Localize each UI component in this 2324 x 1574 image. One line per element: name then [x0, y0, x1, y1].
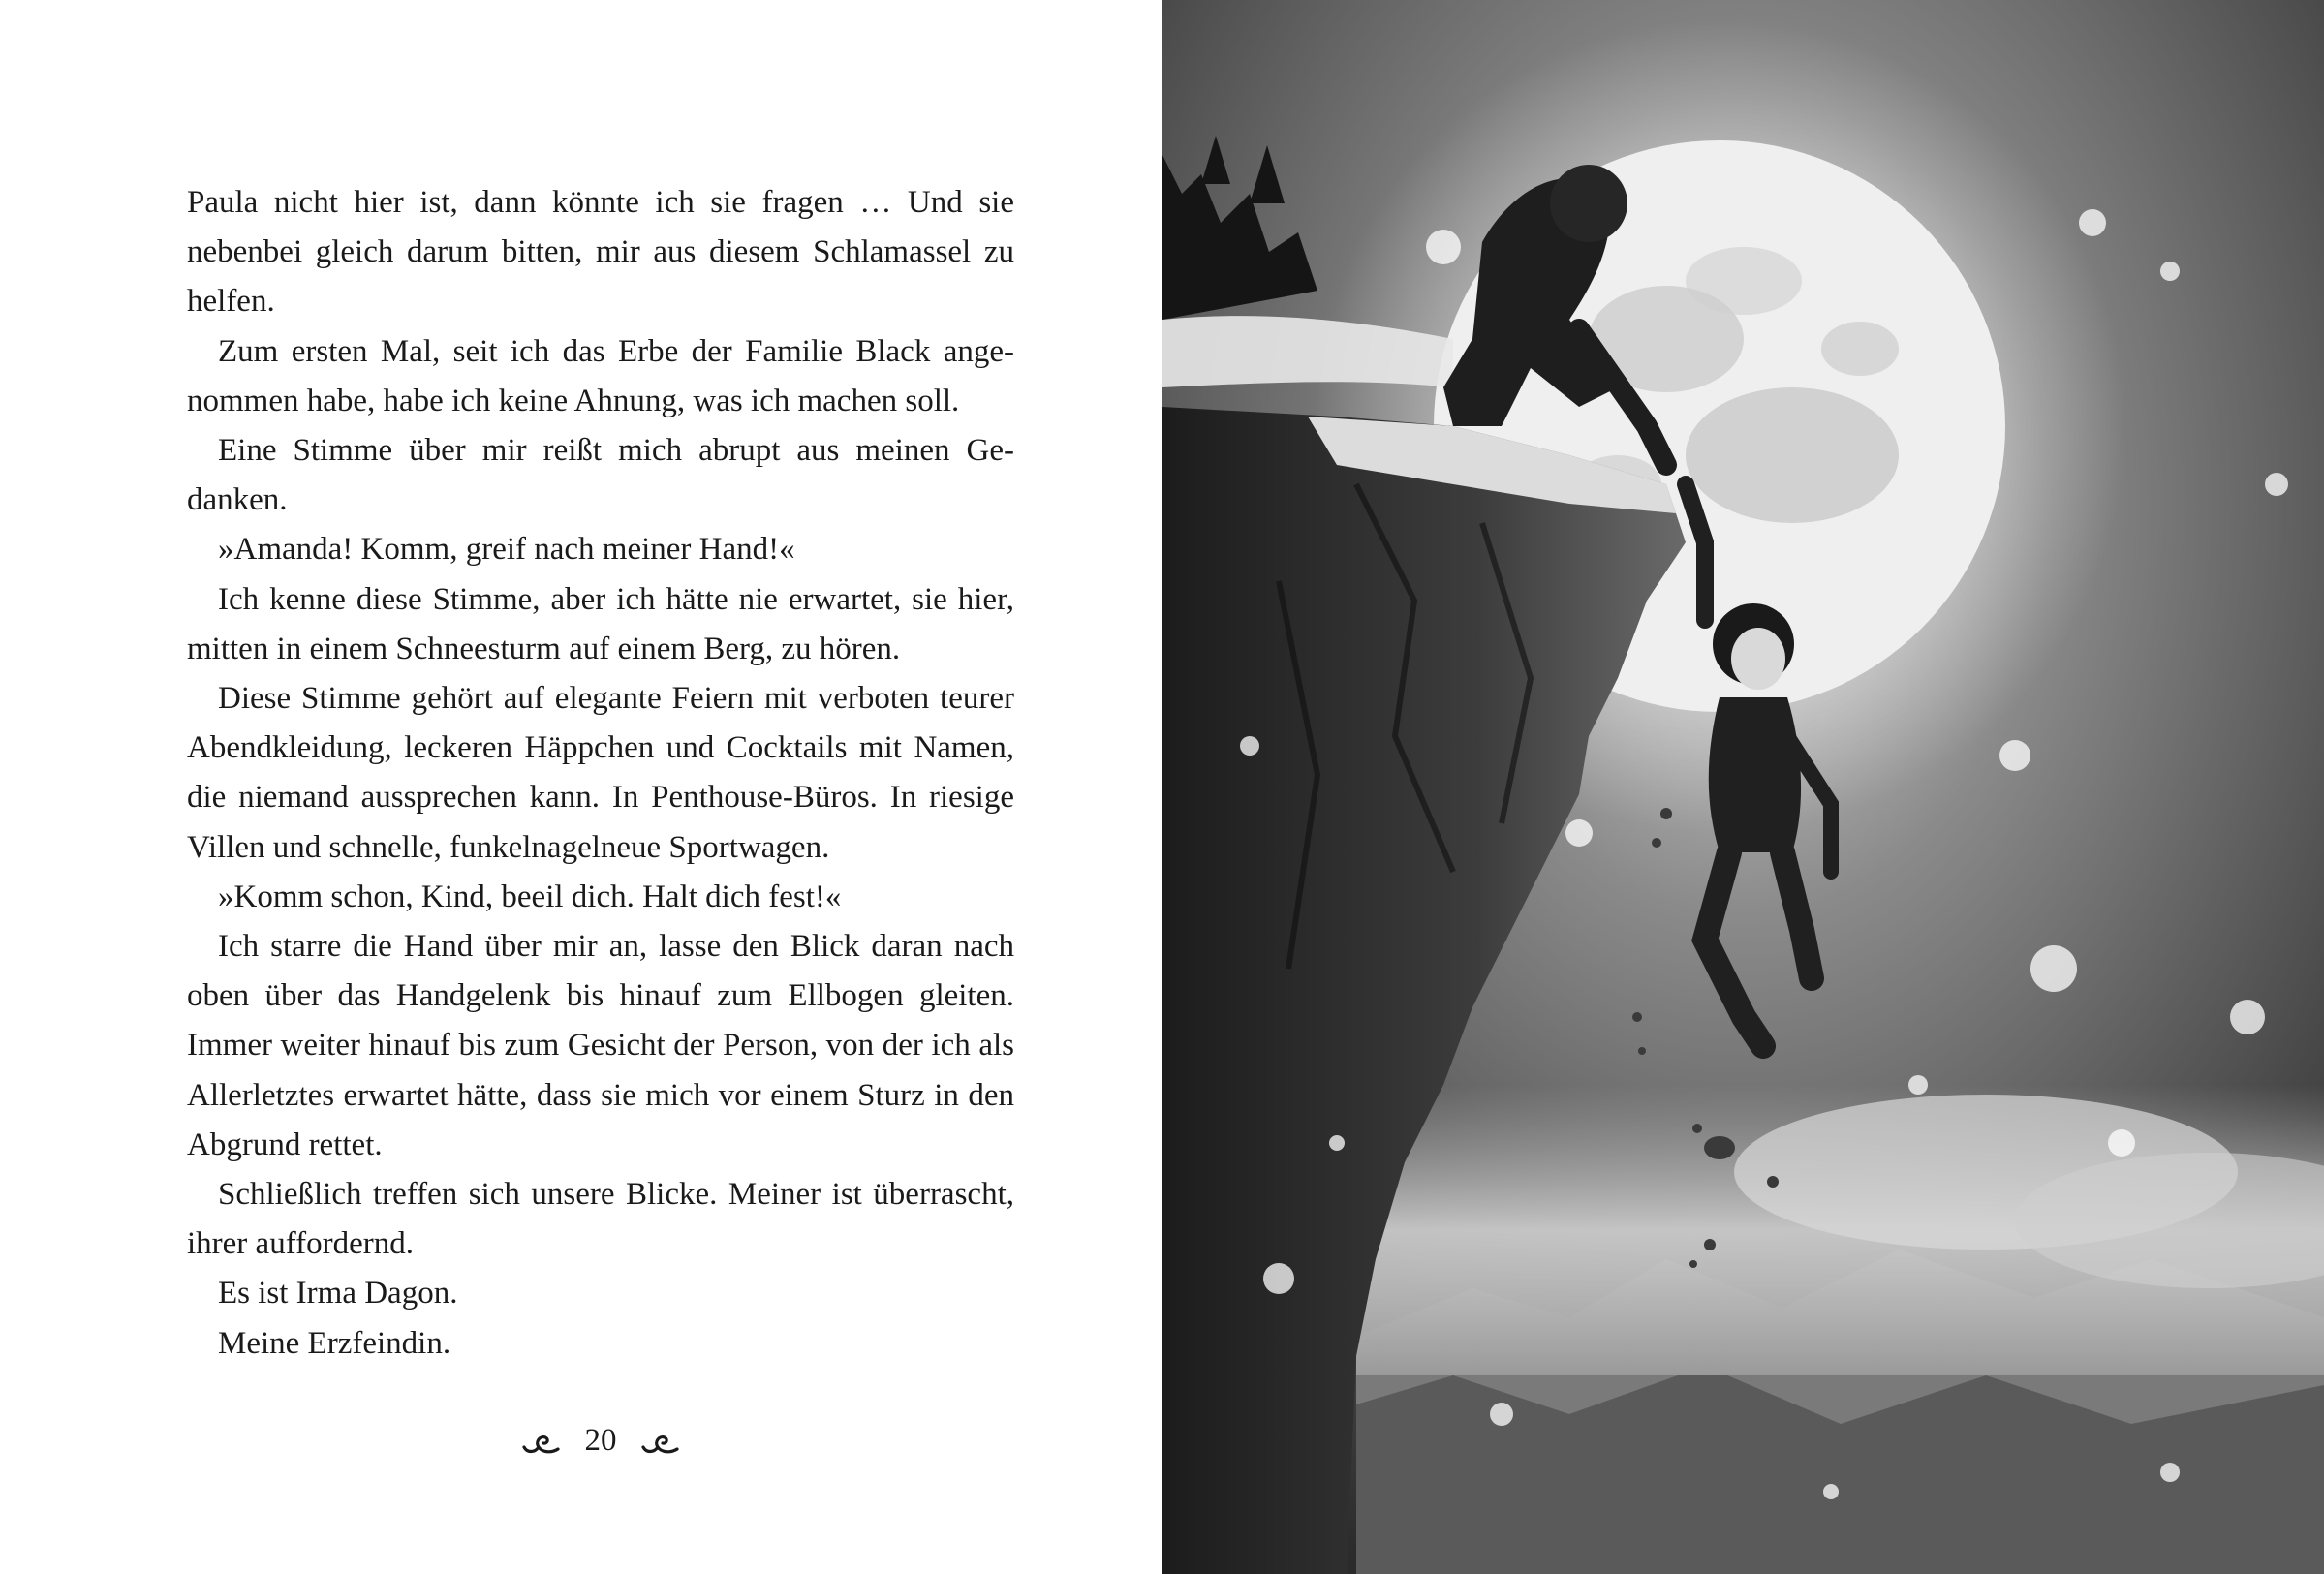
right-flourish-icon: [638, 1424, 683, 1457]
paragraph: Eine Stimme über mir reißt mich abrupt aus meinen Gedanken.: [187, 433, 1014, 518]
paragraph: Zum ersten Mal, seit ich das Erbe der Familie Black angenommen habe, habe ich keine Ahnung, was ich machen soll.: [187, 333, 1014, 418]
body-text: [187, 178, 1014, 1369]
page-number-footer: [504, 1416, 697, 1465]
paragraph: Meine Erzfeindin.: [218, 1325, 451, 1361]
paragraph: Schließlich treffen sich unsere Blicke. Meiner ist überrascht, ihrer auffordernd.: [187, 1177, 1014, 1262]
paragraph: Paula nicht hier ist, dann könnte ich sie fragen … Und sie nebenbei gleich darum bitten, mir aus diesem Schlamassel zu helfen.: [187, 185, 1014, 320]
mountains-icon: [1356, 1085, 2324, 1574]
left-flourish-icon: [519, 1424, 564, 1457]
paragraph: Es ist Irma Dagon.: [218, 1276, 458, 1312]
illustration-page: [1162, 0, 2324, 1574]
paragraph: Ich starre die Hand über mir an, lasse den Blick daran nach oben über das Handgelenk bis hinauf zum Ellbogen gleiten. Immer weiter hinauf bis zum Gesicht der Person, von der ich als Allerletztes erwartet hätte, dass sie mich vor einem Sturz in den Abgrund rettet.: [187, 929, 1014, 1162]
paragraph: Diese Stimme gehört auf elegante Feiern mit verboten teurer Abendkleidung, leckeren Häppchen und Cocktails mit Namen, die niemand aussprechen kann. In Penthouse-Büros. In riesige Villen und schnelle, funkelnagelneue Sportwagen.: [187, 681, 1014, 865]
paragraph: Ich kenne diese Stimme, aber ich hätte nie erwartet, sie hier, mitten in einem Schneesturm auf einem Berg, zu hören.: [187, 581, 1014, 666]
night-cliff-illustration: [1162, 0, 2324, 1574]
paragraph: »Komm schon, Kind, beeil dich. Halt dich fest!«: [218, 879, 842, 914]
page-number: 20: [584, 1422, 617, 1458]
paragraph: »Amanda! Komm, greif nach meiner Hand!«: [218, 532, 795, 568]
